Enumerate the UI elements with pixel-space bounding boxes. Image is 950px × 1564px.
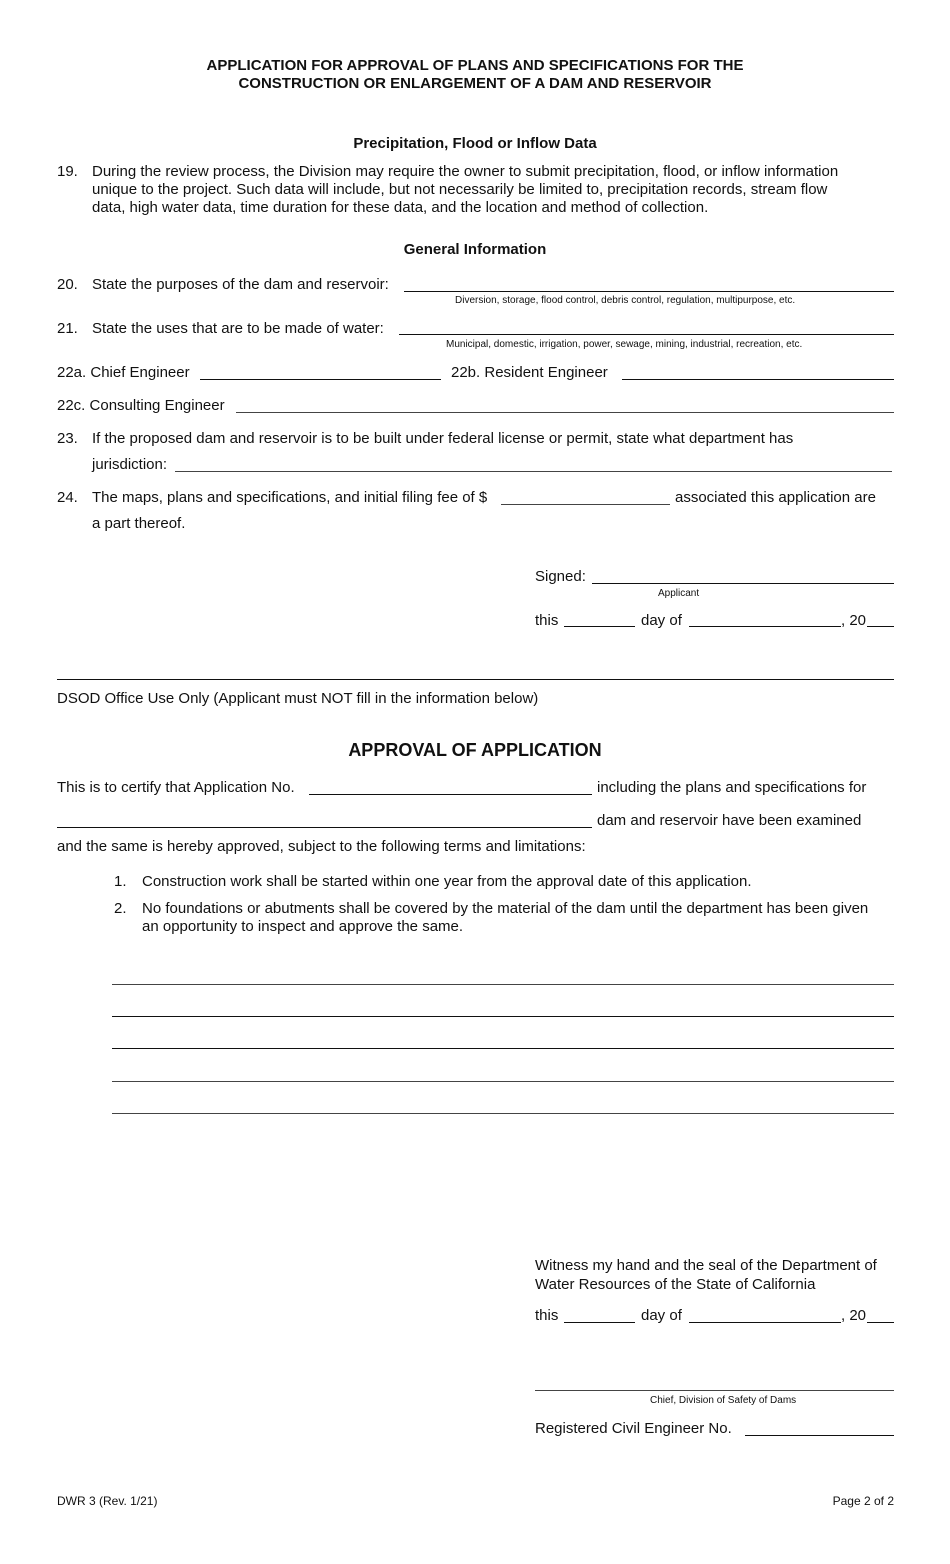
witness-this-label: this — [535, 1307, 559, 1324]
approval-heading: APPROVAL OF APPLICATION — [348, 740, 602, 760]
consulting-engineer-label: 22c. Consulting Engineer — [57, 397, 225, 414]
water-uses-hint: Municipal, domestic, irrigation, power, sewage, mining, industrial, recreation, etc. — [446, 339, 803, 350]
item-20-label: State the purposes of the dam and reservoir: — [92, 276, 389, 293]
water-uses-field[interactable] — [399, 334, 894, 335]
witness-line1: Witness my hand and the seal of the Department of — [535, 1257, 877, 1274]
precip-heading: Precipitation, Flood or Inflow Data — [353, 135, 597, 152]
term-2-text-line2: an opportunity to inspect and approve the same. — [142, 918, 464, 935]
signed-year-field[interactable] — [867, 626, 894, 627]
item-23-number: 23. — [57, 430, 78, 447]
certify-text-after: including the plans and specifications for — [597, 779, 867, 796]
term-2-text-line1: No foundations or abutments shall be covered by the material of the dam until the department has been given — [142, 900, 869, 917]
applicant-signature-field[interactable] — [592, 583, 894, 584]
item-19-line1: During the review process, the Division may require the owner to submit precipitation, flood, or inflow information — [92, 163, 839, 180]
item-20-number: 20. — [57, 276, 78, 293]
chief-caption: Chief, Division of Safety of Dams — [650, 1395, 797, 1406]
section-divider — [57, 679, 894, 680]
item-24-line2: a part thereof. — [92, 515, 186, 532]
consulting-engineer-field[interactable] — [236, 412, 894, 413]
item-19-line2: unique to the project. Such data will include, but not necessarily be limited to, precipitation records, stream flow — [92, 181, 828, 198]
item-19-number: 19. — [57, 163, 78, 180]
form-id: DWR 3 (Rev. 1/21) — [57, 1494, 158, 1508]
applicant-caption: Applicant — [658, 588, 700, 599]
witness-month-field[interactable] — [689, 1322, 841, 1323]
rce-label: Registered Civil Engineer No. — [535, 1420, 732, 1437]
additional-term-line[interactable] — [112, 984, 894, 985]
additional-term-line[interactable] — [112, 1016, 894, 1017]
item-21-label: State the uses that are to be made of water: — [92, 320, 384, 337]
page-number: Page 2 of 2 — [832, 1494, 894, 1508]
signed-month-field[interactable] — [689, 626, 841, 627]
resident-engineer-field[interactable] — [622, 379, 894, 380]
item-19-line3: data, high water data, time duration for these data, and the location and method of collection. — [92, 199, 709, 216]
title-line-2: CONSTRUCTION OR ENLARGEMENT OF A DAM AND RESERVOIR — [238, 75, 712, 92]
resident-engineer-label: 22b. Resident Engineer — [451, 364, 608, 381]
certify-text-before: This is to certify that Application No. — [57, 779, 295, 796]
signed-day-of-label: day of — [641, 612, 682, 629]
item-24-text-after: associated this application are — [675, 489, 876, 506]
jurisdiction-field[interactable] — [175, 471, 892, 472]
purposes-field[interactable] — [404, 291, 894, 292]
signed-day-field[interactable] — [564, 626, 635, 627]
examined-text: dam and reservoir have been examined — [597, 812, 862, 829]
chief-engineer-label: 22a. Chief Engineer — [57, 364, 190, 381]
item-24-text-before: The maps, plans and specifications, and initial filing fee of $ — [92, 489, 488, 506]
item-24-number: 24. — [57, 489, 78, 506]
office-use-note: DSOD Office Use Only (Applicant must NOT fill in the information below) — [57, 690, 539, 707]
witness-line2: Water Resources of the State of California — [535, 1276, 816, 1293]
application-number-field[interactable] — [309, 794, 592, 795]
witness-day-of-label: day of — [641, 1307, 682, 1324]
signed-year-prefix: , 20 — [841, 612, 867, 629]
term-1-text: Construction work shall be started within one year from the approval date of this application. — [142, 873, 752, 890]
additional-term-line[interactable] — [112, 1048, 894, 1049]
signed-label: Signed: — [535, 568, 586, 585]
title-line-1: APPLICATION FOR APPROVAL OF PLANS AND SPECIFICATIONS FOR THE — [206, 57, 744, 74]
term-1-number: 1. — [114, 873, 127, 890]
general-heading: General Information — [403, 241, 547, 258]
additional-term-line[interactable] — [112, 1113, 894, 1114]
additional-term-line[interactable] — [112, 1081, 894, 1082]
chief-engineer-field[interactable] — [200, 379, 441, 380]
purposes-hint: Diversion, storage, flood control, debris control, regulation, multipurpose, etc. — [455, 295, 796, 306]
item-21-number: 21. — [57, 320, 78, 337]
witness-year-field[interactable] — [867, 1322, 894, 1323]
term-2-number: 2. — [114, 900, 127, 917]
witness-day-field[interactable] — [564, 1322, 635, 1323]
jurisdiction-label: jurisdiction: — [92, 456, 168, 473]
filing-fee-field[interactable] — [501, 504, 670, 505]
item-23-line1: If the proposed dam and reservoir is to be built under federal license or permit, state what department has — [92, 430, 794, 447]
approved-text: and the same is hereby approved, subject to the following terms and limitations: — [57, 838, 586, 855]
witness-year-prefix: , 20 — [841, 1307, 867, 1324]
rce-number-field[interactable] — [745, 1435, 894, 1436]
chief-signature-field[interactable] — [535, 1390, 894, 1391]
signed-this-label: this — [535, 612, 559, 629]
dam-name-field[interactable] — [57, 827, 592, 828]
